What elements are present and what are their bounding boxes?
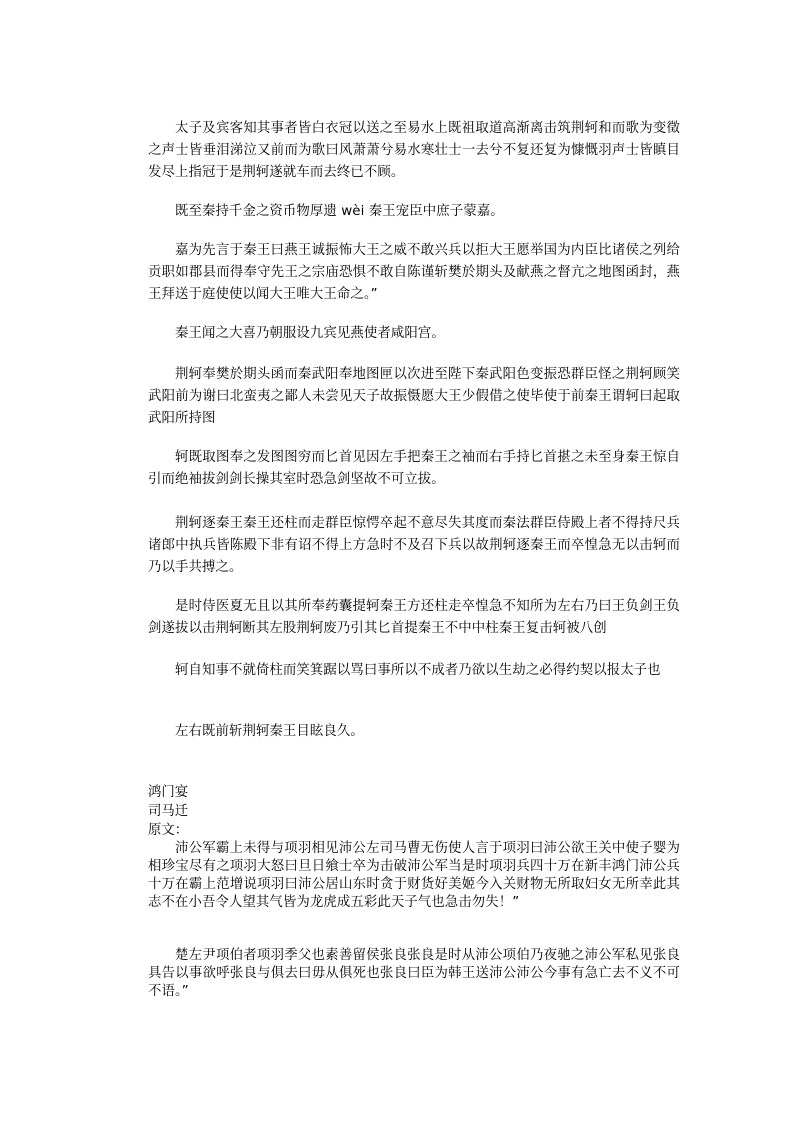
section-title: 鸿门宴 — [148, 785, 189, 800]
paragraph-7: 荆轲逐秦王秦王还柱而走群臣惊愕卒起不意尽失其度而秦法群臣侍殿上者不得持尺兵诸郎中执兵皆陈殿下非有诏不得上方急时不及召下兵以故荆轲逐秦王而卒惶急无以击轲而乃以手共搏之。 — [148, 516, 680, 575]
paragraph-2: 既至秦持千金之资币物厚遗 wèi 秦王宠臣中庶子蒙嘉。 — [175, 204, 504, 219]
paragraph-3: 嘉为先言于秦王曰燕王诚振怖大王之威不敢兴兵以拒大王愿举国为内臣比诸侯之列给贡职如郡县而得奉守先王之宗庙恐惧不敢自陈谨斩樊於期头及献燕之督亢之地图函封，燕王拜送于庭使使以闻大王唯大王命之。” — [148, 243, 680, 302]
author-name: 司马迁 — [148, 804, 189, 819]
paragraph-6: 轲既取图奉之发图图穷而匕首见因左手把秦王之袖而右手持匕首揕之未至身秦王惊自引而绝袖拔剑剑长操其室时恐急剑坚故不可立拔。 — [148, 450, 680, 487]
paragraph-5: 荆轲奉樊於期头函而秦武阳奉地图匣以次进至陛下秦武阳色变振恐群臣怪之荆轲顾笑武阳前为谢曰北蛮夷之鄙人未尝见天子故振慑愿大王少假借之使毕使于前秦王谓轲曰起取武阳所持图 — [148, 367, 680, 426]
paragraph-12: 楚左尹项伯者项羽季父也素善留侯张良张良是时从沛公项伯乃夜驰之沛公军私见张良具告以事欲呼张良与俱去曰毋从俱死也张良曰臣为韩王送沛公沛公今事有急亡去不义不可不语。” — [148, 948, 680, 999]
paragraph-11: 沛公军霸上未得与项羽相见沛公左司马曹无伤使人言于项羽曰沛公欲王关中使子婴为相珍宝尽有之项羽大怒曰旦日飨士卒为击破沛公军当是时项羽兵四十万在新丰鸿门沛公兵十万在霸上范增说项羽曰沛公居山东时贪于财货好美姬今入关财物无所取妇女无所幸此其志不在小吾令人望其气皆为龙虎成五彩此天子气也急击勿失！” — [148, 841, 680, 910]
paragraph-4: 秦王闻之大喜乃朝服设九宾见燕使者咸阳宫。 — [175, 326, 445, 341]
paragraph-1: 太子及宾客知其事者皆白衣冠以送之至易水上既祖取道高渐离击筑荆轲和而歌为变徵之声士皆垂泪涕泣又前而为歌曰风萧萧兮易水寒壮士一去兮不复还复为慷慨羽声士皆瞋目发尽上指冠于是荆轲遂就车而去终已不顾。 — [148, 121, 680, 180]
paragraph-10: 左右既前斩荆轲秦王目眩良久。 — [175, 724, 364, 739]
original-text-label: 原文： — [148, 823, 189, 838]
paragraph-8: 是时侍医夏无且以其所奉药囊提轲秦王方还柱走卒惶急不知所为左右乃曰王负剑王负剑遂拔以击荆轲断其左股荆轲废乃引其匕首提秦王不中中柱秦王复击轲被八创 — [148, 599, 680, 636]
paragraph-9: 轲自知事不就倚柱而笑箕踞以骂曰事所以不成者乃欲以生劫之必得约契以报太子也 — [175, 663, 661, 678]
